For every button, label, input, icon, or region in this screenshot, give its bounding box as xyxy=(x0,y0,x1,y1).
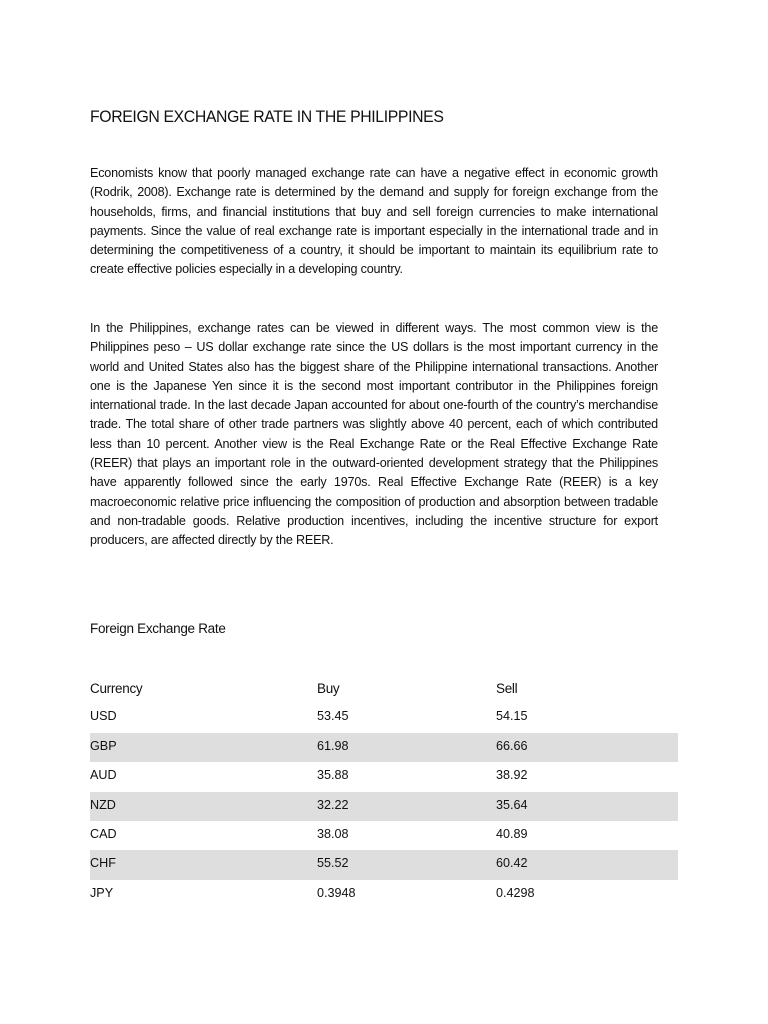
table-header-row xyxy=(90,674,678,703)
table-row xyxy=(90,880,678,909)
cell-buy: 0.3948 xyxy=(317,885,356,900)
cell-buy: 61.98 xyxy=(317,738,349,753)
document-title: FOREIGN EXCHANGE RATE IN THE PHILIPPINES xyxy=(90,107,444,127)
cell-sell: 40.89 xyxy=(496,826,528,841)
cell-currency: CHF xyxy=(90,856,116,871)
table-row xyxy=(90,821,678,850)
cell-sell: 35.64 xyxy=(496,797,528,812)
table-row xyxy=(90,703,678,732)
paragraph-intro: Economists know that poorly managed exchange rate can have a negative effect in economic growth (Rodrik, 2008). Exchange rate is determined by the demand and supply for foreign exchange from the households, firms, and financial institutions that buy and sell foreign currencies to make international payments. Since the value of real exchange rate is important especially in the international trade and in determining the competitiveness of a country, it should be important to maintain its equilibrium rate to create effective policies especially in a developing country. xyxy=(90,166,658,277)
table-row xyxy=(90,792,678,821)
cell-sell: 60.42 xyxy=(496,856,528,871)
cell-buy: 38.08 xyxy=(317,826,349,841)
header-currency: Currency xyxy=(90,681,143,696)
cell-buy: 32.22 xyxy=(317,797,349,812)
paragraph-philippines: In the Philippines, exchange rates can be viewed in different ways. The most common view is the Philippines peso – US dollar exchange rate since the US dollars is the most important currency in the world and United States also has the biggest share of the Philippine international transactions. Another one is the Japanese Yen since it is the second most important contributor in the Philippines foreign international trade. In the last decade Japan accounted for about one-fourth of the country’s merchandise trade. The total share of other trade partners was slightly above 40 percent, each of which contributed less than 10 percent. Another view is the Real Exchange Rate or the Real Effective Exchange Rate (REER) that plays an important role in the outward-oriented development strategy that the Philippines have apparently followed since the early 1970s. Real Effective Exchange Rate (REER) is a key macroeconomic relative price influencing the composition of production and absorption between tradable and non-tradable goods. Relative production incentives, including the incentive structure for export producers, are affected directly by the REER. xyxy=(90,321,658,548)
cell-currency: USD xyxy=(90,709,117,724)
cell-buy: 53.45 xyxy=(317,709,349,724)
cell-currency: NZD xyxy=(90,797,116,812)
cell-sell: 38.92 xyxy=(496,768,528,783)
cell-buy: 55.52 xyxy=(317,856,349,871)
cell-sell: 66.66 xyxy=(496,738,528,753)
cell-sell: 0.4298 xyxy=(496,885,535,900)
cell-sell: 54.15 xyxy=(496,709,528,724)
cell-buy: 35.88 xyxy=(317,768,349,783)
table-row xyxy=(90,762,678,791)
table-title: Foreign Exchange Rate xyxy=(90,621,226,636)
header-buy: Buy xyxy=(317,681,340,696)
cell-currency: GBP xyxy=(90,738,117,753)
cell-currency: JPY xyxy=(90,885,114,900)
exchange-rate-table xyxy=(90,674,678,909)
cell-currency: CAD xyxy=(90,826,117,841)
cell-currency: AUD xyxy=(90,768,117,783)
table-row xyxy=(90,733,678,762)
header-sell: Sell xyxy=(496,681,518,696)
table-row xyxy=(90,850,678,879)
